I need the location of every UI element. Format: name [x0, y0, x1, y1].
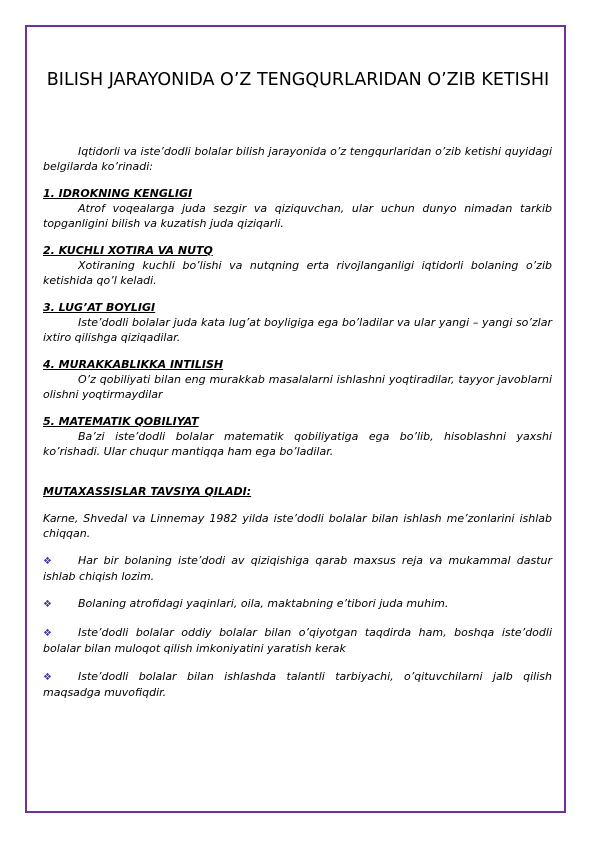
list-item	[43, 669, 552, 700]
recommend-heading: MUTAXASSISLAR TAVSIYA QILADI:	[43, 485, 252, 498]
bullet-text-2: Bolaning atrofidagi yaqinlari, oila, maktabning e’tibori juda muhim.	[78, 597, 449, 610]
bullet-text-3: Iste’dodli bolalar oddiy bolalar bilan o’qiyotgan taqdirda ham, boshqa iste’dodli bolalar bilan muloqot qilish imkoniyatini yaratish kerak	[43, 626, 552, 655]
list-item	[43, 553, 552, 584]
page-title: BILISH JARAYONIDA O’Z TENGQURLARIDAN O’ZIB KETISHI	[46, 70, 550, 90]
bullet-text-1: Har bir bolaning iste’dodi av qiziqishiga qarab maxsus reja va mukammal dastur ishlab chiqish lozim.	[43, 554, 552, 583]
list-item	[43, 625, 552, 656]
section-heading-5: 5. MATEMATIK QOBILIYAT	[43, 415, 199, 428]
list-item	[43, 596, 552, 612]
section-text-1: Atrof voqealarga juda sezgir va qiziquvchan, ular uchun dunyo nimadan tarkib topganligini bilish va kuzatish juda qiziqarli.	[43, 202, 552, 230]
diamond-bullet-icon: ❖	[43, 556, 52, 567]
intro-paragraph: Iqtidorli va iste’dodli bolalar bilish jarayonida o’z tengqurlaridan o’zib ketishi quyidagi belgilarda ko’rinadi:	[43, 145, 552, 173]
section-heading-4: 4. MURAKKABLIKKA INTILISH	[43, 358, 224, 371]
section-heading-2: 2. KUCHLI XOTIRA VA NUTQ	[43, 244, 213, 257]
section-text-2: Xotiraning kuchli bo’lishi va nutqning erta rivojlanganligi iqtidorli bolaning o’zib ketishida qo’l keladi.	[43, 259, 552, 287]
diamond-bullet-icon: ❖	[43, 599, 52, 610]
bullet-text-4: Iste’dodli bolalar bilan ishlashda talantli tarbiyachi, o’qituvchilarni jalb qilish maqsadga muvofiqdir.	[43, 670, 552, 699]
recommend-intro: Karne, Shvedal va Linnemay 1982 yilda iste’dodli bolalar bilan ishlash me’zonlarini ishlab chiqqan.	[43, 512, 552, 540]
diamond-bullet-icon: ❖	[43, 628, 52, 639]
section-heading-1: 1. IDROKNING KENGLIGI	[43, 187, 193, 200]
document-body	[43, 144, 552, 700]
section-text-3: Iste’dodli bolalar juda kata lug’at boyligiga ega bo’ladilar va ular yangi – yangi so’zlar ixtiro qilishga qiziqadilar.	[43, 316, 552, 344]
diamond-bullet-icon: ❖	[43, 672, 52, 683]
section-text-5: Ba’zi iste’dodli bolalar matematik qobiliyatiga ega bo’lib, hisoblashni yaxshi ko’rishadi. Ular chuqur mantiqqa ham ega bo’ladilar.	[43, 430, 552, 458]
section-text-4: O’z qobiliyati bilan eng murakkab masalalarni ishlashni yoqtiradilar, tayyor javoblarni olishni yoqtirmaydilar	[43, 373, 552, 401]
section-heading-3: 3. LUG’AT BOYLIGI	[43, 301, 156, 314]
